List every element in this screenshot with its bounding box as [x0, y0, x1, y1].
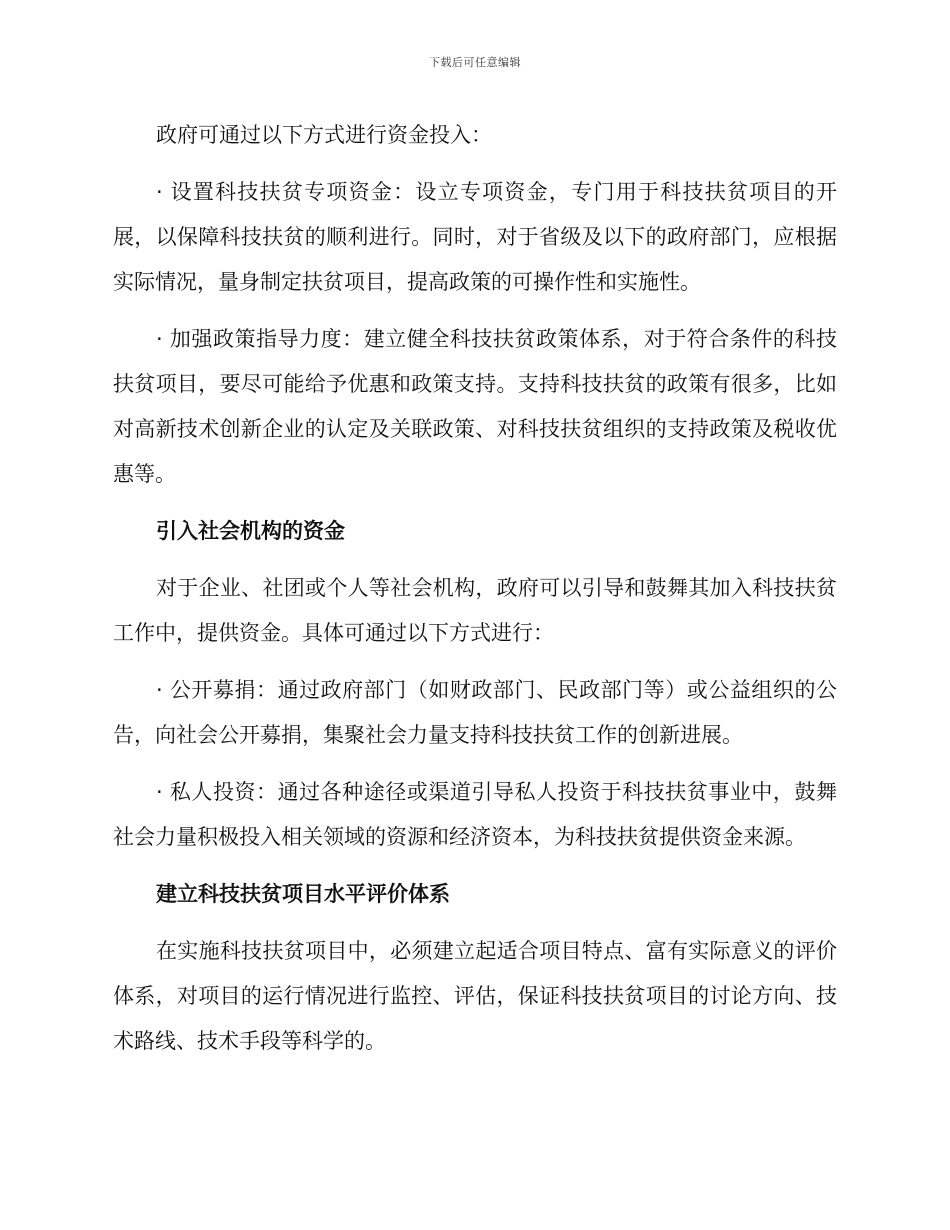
bullet-special-fund: · 设置科技扶贫专项资金：设立专项资金，专门用于科技扶贫项目的开展，以保障科技扶贫的顺利进行。同时，对于省级及以下的政府部门，应根据实际情况，量身制定扶贫项目，提高政策的可操作性和实施性。: [113, 180, 837, 294]
section-heading-social-funds: 引入社会机构的资金: [156, 519, 345, 543]
bullet-policy-guidance: · 加强政策指导力度：建立健全科技扶贫政策体系，对于符合条件的科技扶贫项目，要尽可能给予优惠和政策支持。支持科技扶贫的政策有很多，比如对高新技术创新企业的认定及关联政策、对科技扶贫组织的支持政策及税收优惠等。: [113, 327, 837, 486]
bullet-public-fundraising: · 公开募捐：通过政府部门（如财政部门、民政部门等）或公益组织的公告，向社会公开募捐，集聚社会力量支持科技扶贫工作的创新进展。: [113, 678, 837, 747]
paragraph-evaluation-system: 在实施科技扶贫项目中，必须建立起适合项目特点、富有实际意义的评价体系，对项目的运行情况进行监控、评估，保证科技扶贫项目的讨论方向、技术路线、技术手段等科学的。: [113, 939, 837, 1053]
bullet-private-investment: · 私人投资：通过各种途径或渠道引导私人投资于科技扶贫事业中，鼓舞社会力量积极投入相关领域的资源和经济资本，为科技扶贫提供资金来源。: [113, 780, 837, 849]
section-heading-evaluation-system: 建立科技扶贫项目水平评价体系: [156, 882, 450, 906]
page-header: 下载后可任意编辑: [429, 56, 521, 69]
document-body: [113, 113, 837, 1076]
paragraph-funding-intro: 政府可通过以下方式进行资金投入：: [156, 123, 492, 147]
paragraph-social-institutions: 对于企业、社团或个人等社会机构，政府可以引导和鼓舞其加入科技扶贫工作中，提供资金。具体可通过以下方式进行：: [113, 576, 837, 645]
